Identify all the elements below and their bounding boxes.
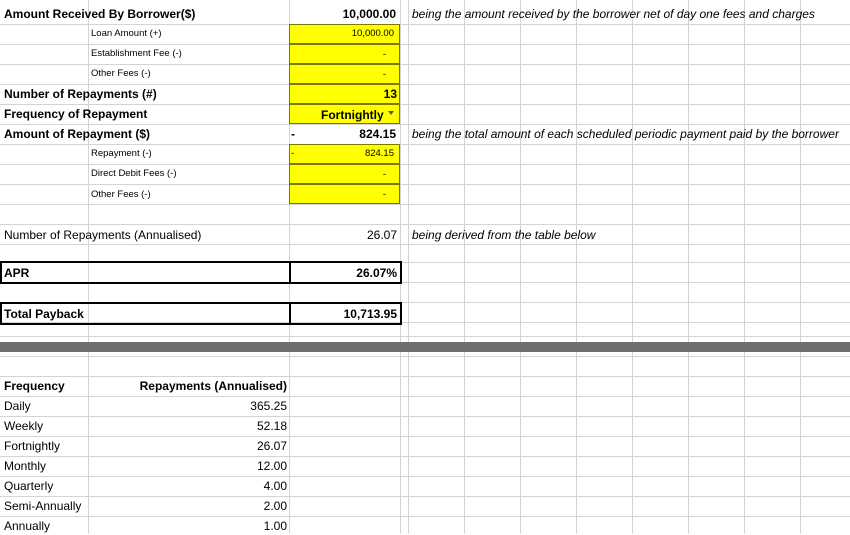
establishment-fee-label: Establishment Fee (-) (91, 48, 182, 59)
frequency-label: Frequency of Repayment (4, 107, 148, 121)
other-fees-2-value[interactable]: - (382, 189, 386, 200)
freq-row-name: Semi-Annually (4, 499, 82, 513)
freq-row-name: Quarterly (4, 479, 54, 493)
amount-repayment-note: being the total amount of each scheduled periodic payment paid by the borrower (412, 127, 839, 141)
num-repayments-label: Number of Repayments (#) (4, 87, 157, 101)
freq-row-name: Daily (4, 399, 31, 413)
loan-amount-value[interactable]: 10,000.00 (351, 28, 394, 39)
direct-debit-label: Direct Debit Fees (-) (91, 168, 177, 179)
freq-row-value[interactable]: 12.00 (256, 459, 287, 473)
freq-row-name: Monthly (4, 459, 47, 473)
amount-repayment-marker: - (291, 127, 295, 141)
freq-row-name: Fortnightly (4, 439, 61, 453)
freq-row-value[interactable]: 26.07 (256, 439, 287, 453)
freq-row-value[interactable]: 1.00 (263, 519, 287, 533)
chevron-down-icon[interactable] (388, 111, 394, 115)
repayment-value[interactable]: 824.15 (364, 148, 394, 159)
amount-received-label: Amount Received By Borrower($) (4, 7, 196, 21)
total-payback-label: Total Payback (4, 307, 84, 321)
amount-repayment-value[interactable]: 824.15 (359, 127, 396, 141)
apr-label: APR (4, 266, 30, 280)
freq-row-value[interactable]: 52.18 (256, 419, 287, 433)
annualised-value[interactable]: 26.07 (366, 228, 397, 242)
other-fees-2-label: Other Fees (-) (91, 189, 151, 200)
annualised-label: Number of Repayments (Annualised) (4, 228, 202, 242)
apr-value[interactable]: 26.07% (356, 266, 397, 280)
amount-repayment-label: Amount of Repayment ($) (4, 127, 151, 141)
amount-received-note: being the amount received by the borrower net of day one fees and charges (412, 7, 815, 21)
repayment-marker: - (291, 148, 295, 159)
frequency-select[interactable]: Fortnightly (321, 108, 384, 122)
direct-debit-value[interactable]: - (382, 169, 386, 180)
establishment-fee-value[interactable]: - (382, 49, 386, 60)
freq-row-value[interactable]: 2.00 (263, 499, 287, 513)
section-separator (0, 342, 850, 352)
repayment-label: Repayment (-) (91, 148, 152, 159)
num-repayments-value[interactable]: 13 (383, 87, 397, 101)
freq-row-name: Annually (4, 519, 51, 533)
freq-row-value[interactable]: 4.00 (263, 479, 287, 493)
annualised-note: being derived from the table below (412, 228, 596, 242)
total-payback-value[interactable]: 10,713.95 (343, 307, 397, 321)
freq-header-repayments: Repayments (Annualised) (139, 379, 287, 393)
amount-received-value[interactable]: 10,000.00 (342, 7, 396, 21)
freq-header-frequency: Frequency (4, 379, 65, 393)
freq-row-value[interactable]: 365.25 (250, 399, 287, 413)
other-fees-1-label: Other Fees (-) (91, 68, 151, 79)
other-fees-1-value[interactable]: - (382, 69, 386, 80)
freq-row-name: Weekly (4, 419, 44, 433)
loan-amount-label: Loan Amount (+) (91, 28, 162, 39)
